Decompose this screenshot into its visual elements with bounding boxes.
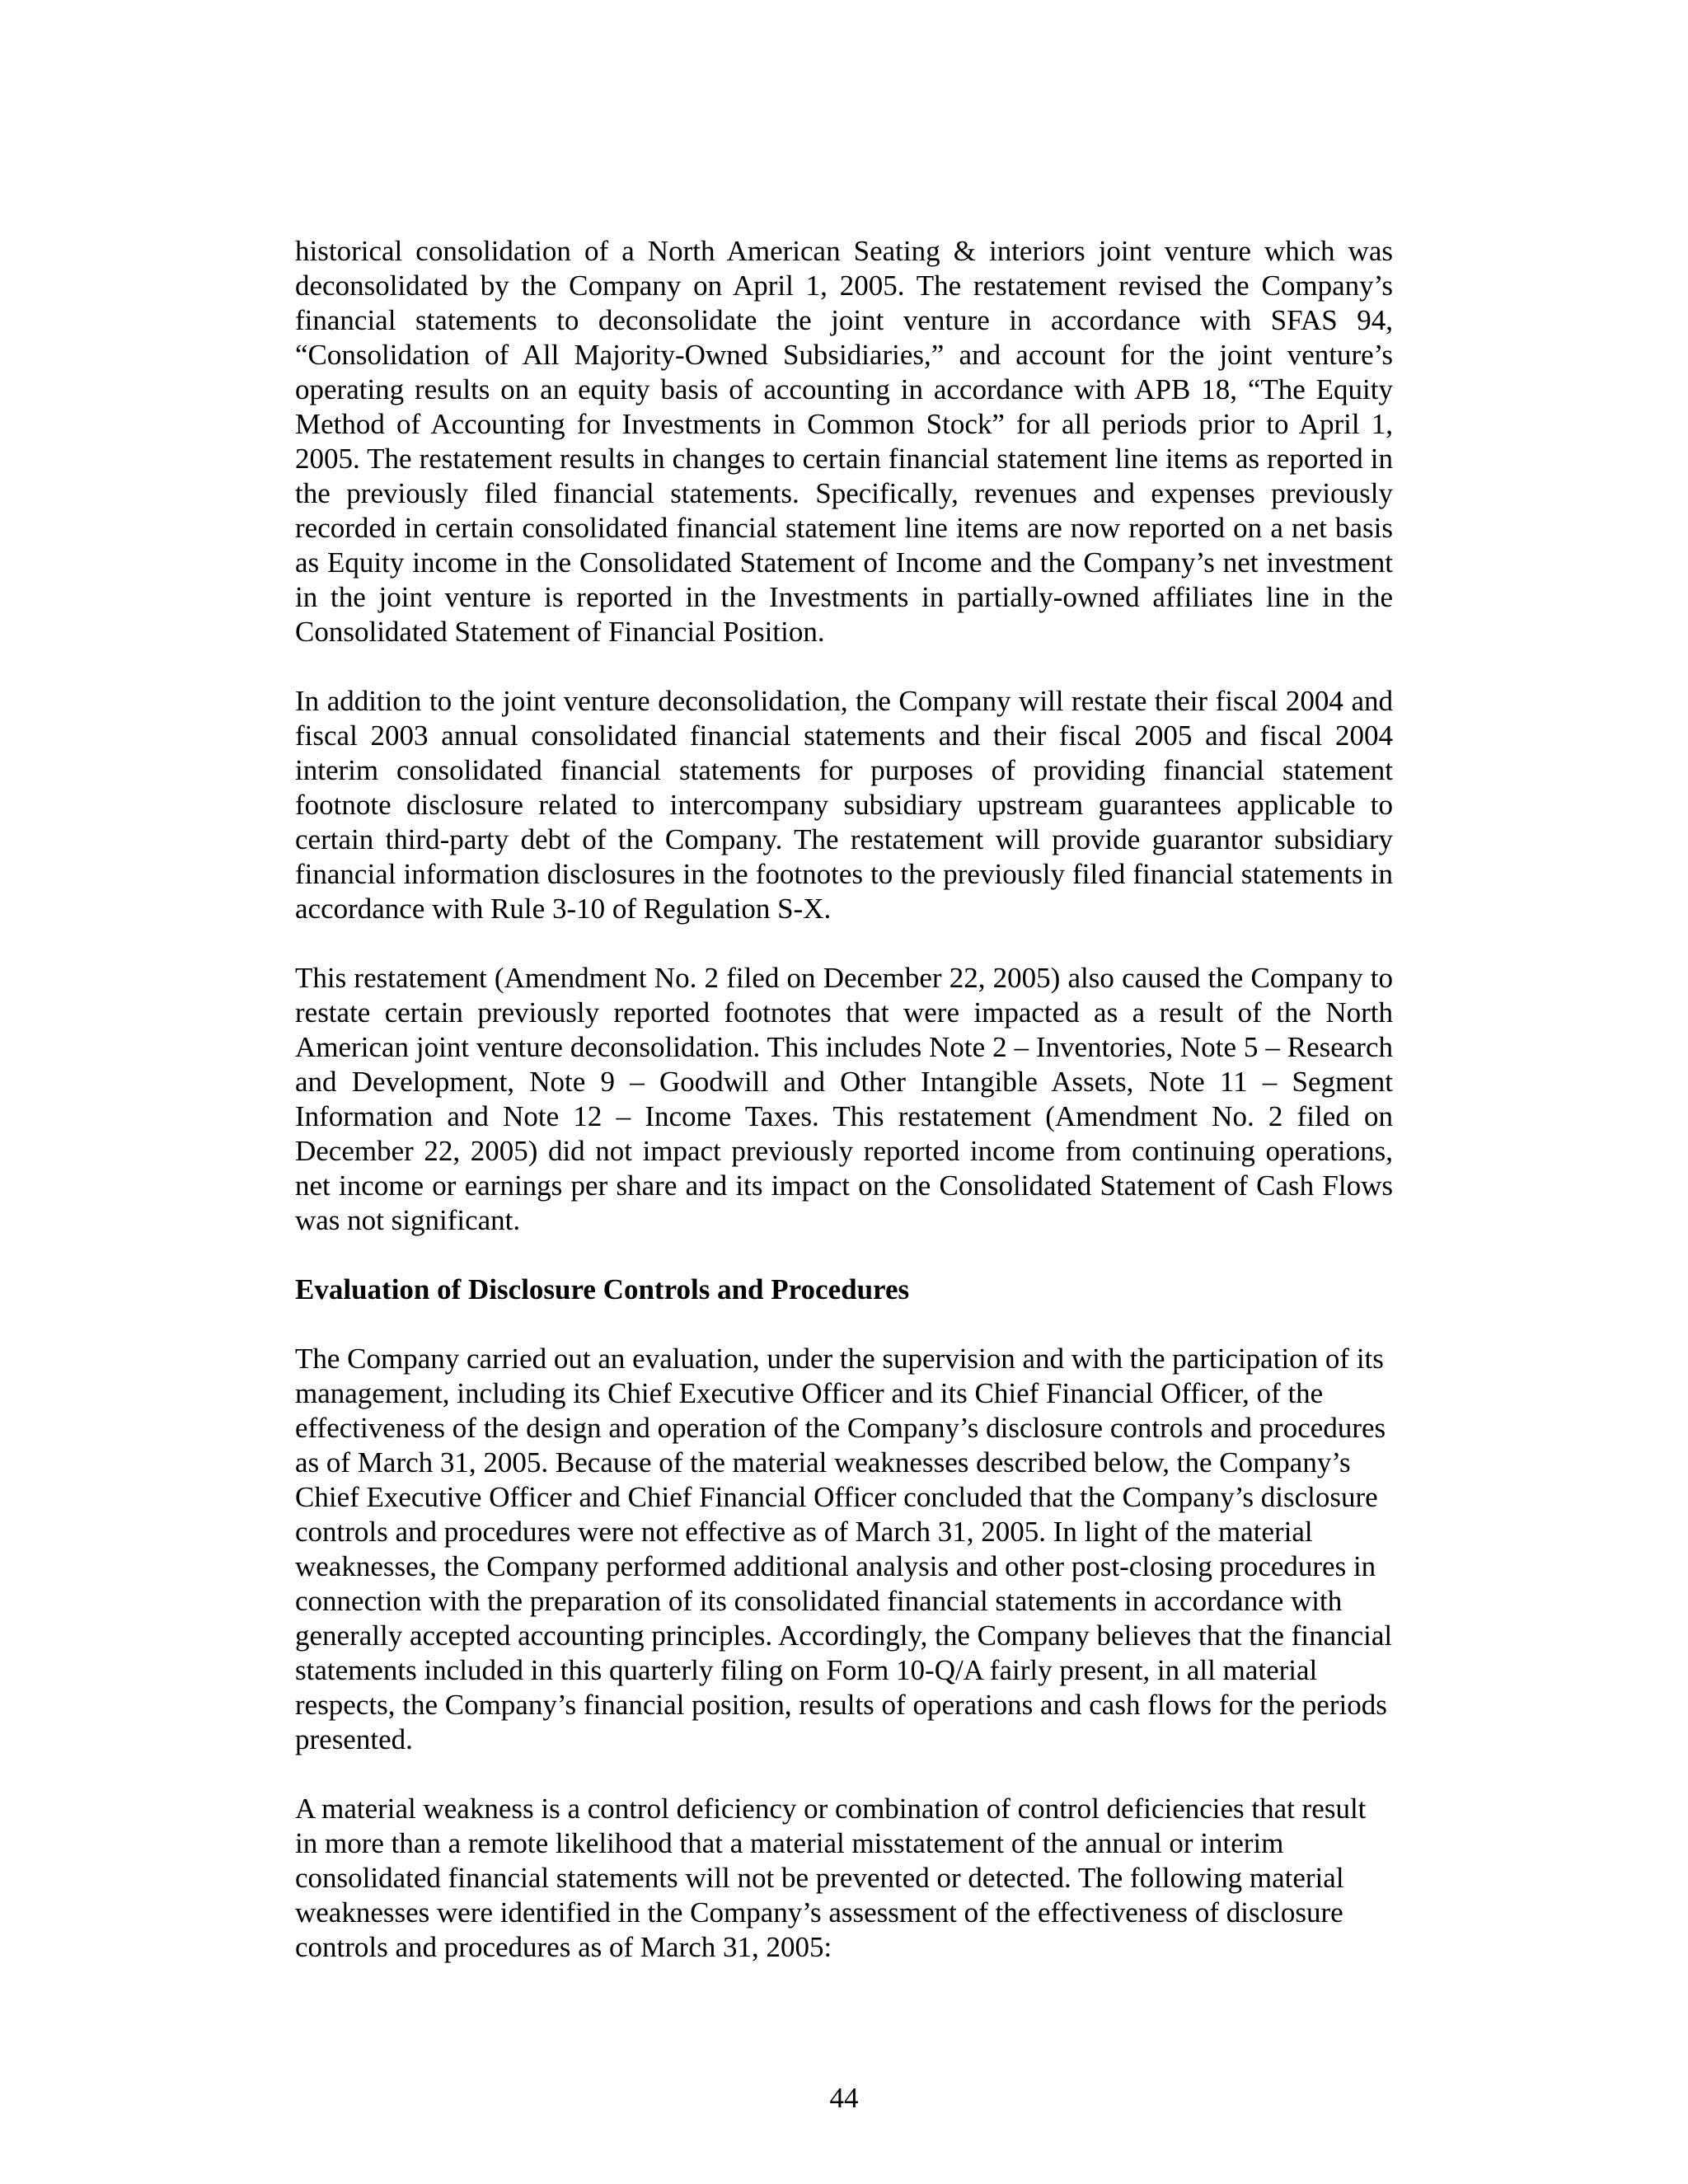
paragraph-material-weakness: A material weakness is a control deficiency or combination of control deficiencies that result in more than a remote likelihood that a material misstatement of the annual or interim consolidated financial statements will not be prevented or detected. The following material weaknesses were identified in the Company’s assessment of the effectiveness of disclosure controls and procedures as of March 31, 2005:	[295, 1793, 1367, 1963]
section-heading: Evaluation of Disclosure Controls and Procedures	[295, 1273, 910, 1305]
paragraph-evaluation: The Company carried out an evaluation, under the supervision and with the participation of its management, including its Chief Executive Officer and its Chief Financial Officer, of the effectiveness of the design and operation of the Company’s disclosure controls and procedures as of March 31, 2005. Because of the material weaknesses described below, the Company’s Chief Executive Officer and Chief Financial Officer concluded that the Company’s disclosure controls and procedures were not effective as of March 31, 2005. In light of the material weaknesses, the Company performed additional analysis and other post-closing procedures in connection with the preparation of its consolidated financial statements in accordance with generally accepted accounting principles. Accordingly, the Company believes that the financial statements included in this quarterly filing on Form 10-Q/A fairly present, in all material respects, the Company’s financial position, results of operations and cash flows for the periods presented.	[295, 1343, 1393, 1755]
paragraph-restatement-guarantees: In addition to the joint venture deconsolidation, the Company will restate their fiscal 2004 and fiscal 2003 annual consolidated financial statements and their fiscal 2005 and fiscal 2004 interim consolidated financial statements for purposes of providing financial statement footnote disclosure related to intercompany subsidiary upstream guarantees applicable to certain third-party debt of the Company. The restatement will provide guarantor subsidiary financial information disclosures in the footnotes to the previously filed financial statements in accordance with Rule 3-10 of Regulation S-X.	[295, 685, 1393, 925]
page-body	[295, 234, 1393, 1999]
page-number: 44	[829, 2082, 859, 2114]
paragraph-restatement-footnotes: This restatement (Amendment No. 2 filed on December 22, 2005) also caused the Company to restate certain previously reported footnotes that were impacted as a result of the North American joint venture deconsolidation. This includes Note 2 – Inventories, Note 5 – Research and Development, Note 9 – Goodwill and Other Intangible Assets, Note 11 – Segment Information and Note 12 – Income Taxes. This restatement (Amendment No. 2 filed on December 22, 2005) did not impact previously reported income from continuing operations, net income or earnings per share and its impact on the Consolidated Statement of Cash Flows was not significant.	[295, 962, 1393, 1236]
paragraph-restatement-joint-venture: historical consolidation of a North American Seating & interiors joint venture which was deconsolidated by the Company on April 1, 2005. The restatement revised the Company’s financial statements to deconsolidate the joint venture in accordance with SFAS 94, “Consolidation of All Majority-Owned Subsidiaries,” and account for the joint venture’s operating results on an equity basis of accounting in accordance with APB 18, “The Equity Method of Accounting for Investments in Common Stock” for all periods prior to April 1, 2005. The restatement results in changes to certain financial statement line items as reported in the previously filed financial statements. Specifically, revenues and expenses previously recorded in certain consolidated financial statement line items are now reported on a net basis as Equity income in the Consolidated Statement of Income and the Company’s net investment in the joint venture is reported in the Investments in partially-owned affiliates line in the Consolidated Statement of Financial Position.	[295, 235, 1393, 648]
